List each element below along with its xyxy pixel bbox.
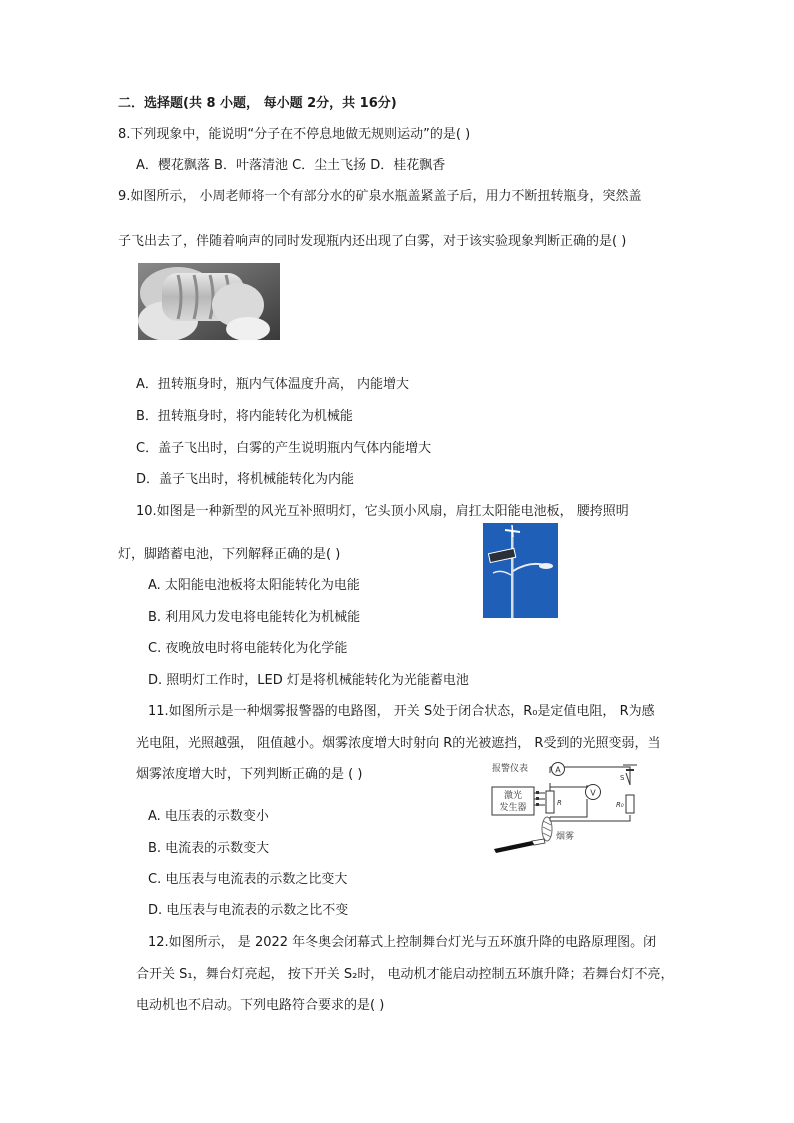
q10-stem-line1: 10.如图是一种新型的风光互补照明灯，它头顶小风扇，肩扛太阳能电池板， 腰挎照明 bbox=[136, 504, 629, 519]
q9-option-b: B．扭转瓶身时，将内能转化为机械能 bbox=[136, 409, 353, 424]
street-lamp-photo bbox=[483, 523, 558, 618]
section-title: 二．选择题(共 8 小题， 每小题 2分，共 16分) bbox=[118, 96, 397, 111]
q9-stem-line2: 子飞出去了，伴随着响声的同时发现瓶内还出现了白雾，对于该实验现象判断正确的是( ) bbox=[118, 234, 627, 249]
q11-option-a: A. 电压表的示数变小 bbox=[148, 809, 269, 824]
q8-options: A．樱花飘落 B．叶落清池 C．尘土飞扬 D．桂花飘香 bbox=[136, 158, 446, 173]
smoke-label: 烟雾 bbox=[556, 832, 575, 842]
q12-stem-line1: 12.如图所示， 是 2022 年冬奥会闭幕式上控制舞台灯光与五环旗升降的电路原理图。闭 bbox=[148, 935, 657, 950]
q12-stem-line2: 合开关 S₁，舞台灯亮起， 按下开关 S₂时， 电动机才能启动控制五环旗升降；若舞台灯不亮， bbox=[136, 967, 674, 982]
switch-label: S bbox=[620, 774, 625, 782]
r-label: R bbox=[557, 799, 562, 807]
q10-option-a: A. 太阳能电池板将太阳能转化为电能 bbox=[148, 578, 360, 593]
q9-option-d: D．盖子飞出时，将机械能转化为内能 bbox=[136, 472, 355, 487]
meter-label: 报警仪表 bbox=[492, 764, 529, 774]
q11-stem-line2: 光电阻，光照越强， 阻值越小。烟雾浓度增大时射向 R的光被遮挡， R受到的光照变弱，当 bbox=[136, 736, 661, 751]
q8-stem: 8.下列现象中，能说明“分子在不停息地做无规则运动”的是( ) bbox=[118, 127, 471, 142]
bottle-photo bbox=[138, 263, 280, 340]
laser-label-2: 发生器 bbox=[499, 803, 527, 813]
laser-label-1: 激光 bbox=[503, 791, 523, 801]
q12-stem-line3: 电动机也不启动。下列电路符合要求的是( ) bbox=[136, 998, 385, 1013]
smoke-alarm-circuit bbox=[490, 755, 640, 855]
q9-option-c: C．盖子飞出时，白雾的产生说明瓶内气体内能增大 bbox=[136, 441, 432, 456]
q11-option-b: B. 电流表的示数变大 bbox=[148, 841, 270, 856]
q10-option-b: B. 利用风力发电将电能转化为机械能 bbox=[148, 610, 361, 625]
q11-option-c: C. 电压表与电流表的示数之比变大 bbox=[148, 872, 348, 887]
q11-option-d: D. 电压表与电流表的示数之比不变 bbox=[148, 903, 349, 918]
q10-stem-line2: 灯，脚踏蓄电池，下列解释正确的是( ) bbox=[118, 547, 341, 562]
voltmeter-symbol: V bbox=[590, 788, 596, 798]
q11-stem-line1: 11.如图所示是一种烟雾报警器的电路图， 开关 S处于闭合状态，R₀是定值电阻， R为感 bbox=[148, 704, 655, 719]
q11-stem-line3: 烟雾浓度增大时，下列判断正确的是 ( ) bbox=[136, 767, 363, 782]
ammeter-symbol: A bbox=[555, 765, 561, 775]
r0-label: R₀ bbox=[616, 801, 624, 809]
q10-option-d: D. 照明灯工作时，LED 灯是将机械能转化为光能蓄电池 bbox=[148, 673, 469, 688]
q10-option-c: C. 夜晚放电时将电能转化为化学能 bbox=[148, 641, 348, 656]
q9-option-a: A．扭转瓶身时，瓶内气体温度升高， 内能增大 bbox=[136, 377, 410, 392]
q9-stem-line1: 9.如图所示， 小周老师将一个有部分水的矿泉水瓶盖紧盖子后，用力不断扭转瓶身，突然盖 bbox=[118, 189, 642, 204]
